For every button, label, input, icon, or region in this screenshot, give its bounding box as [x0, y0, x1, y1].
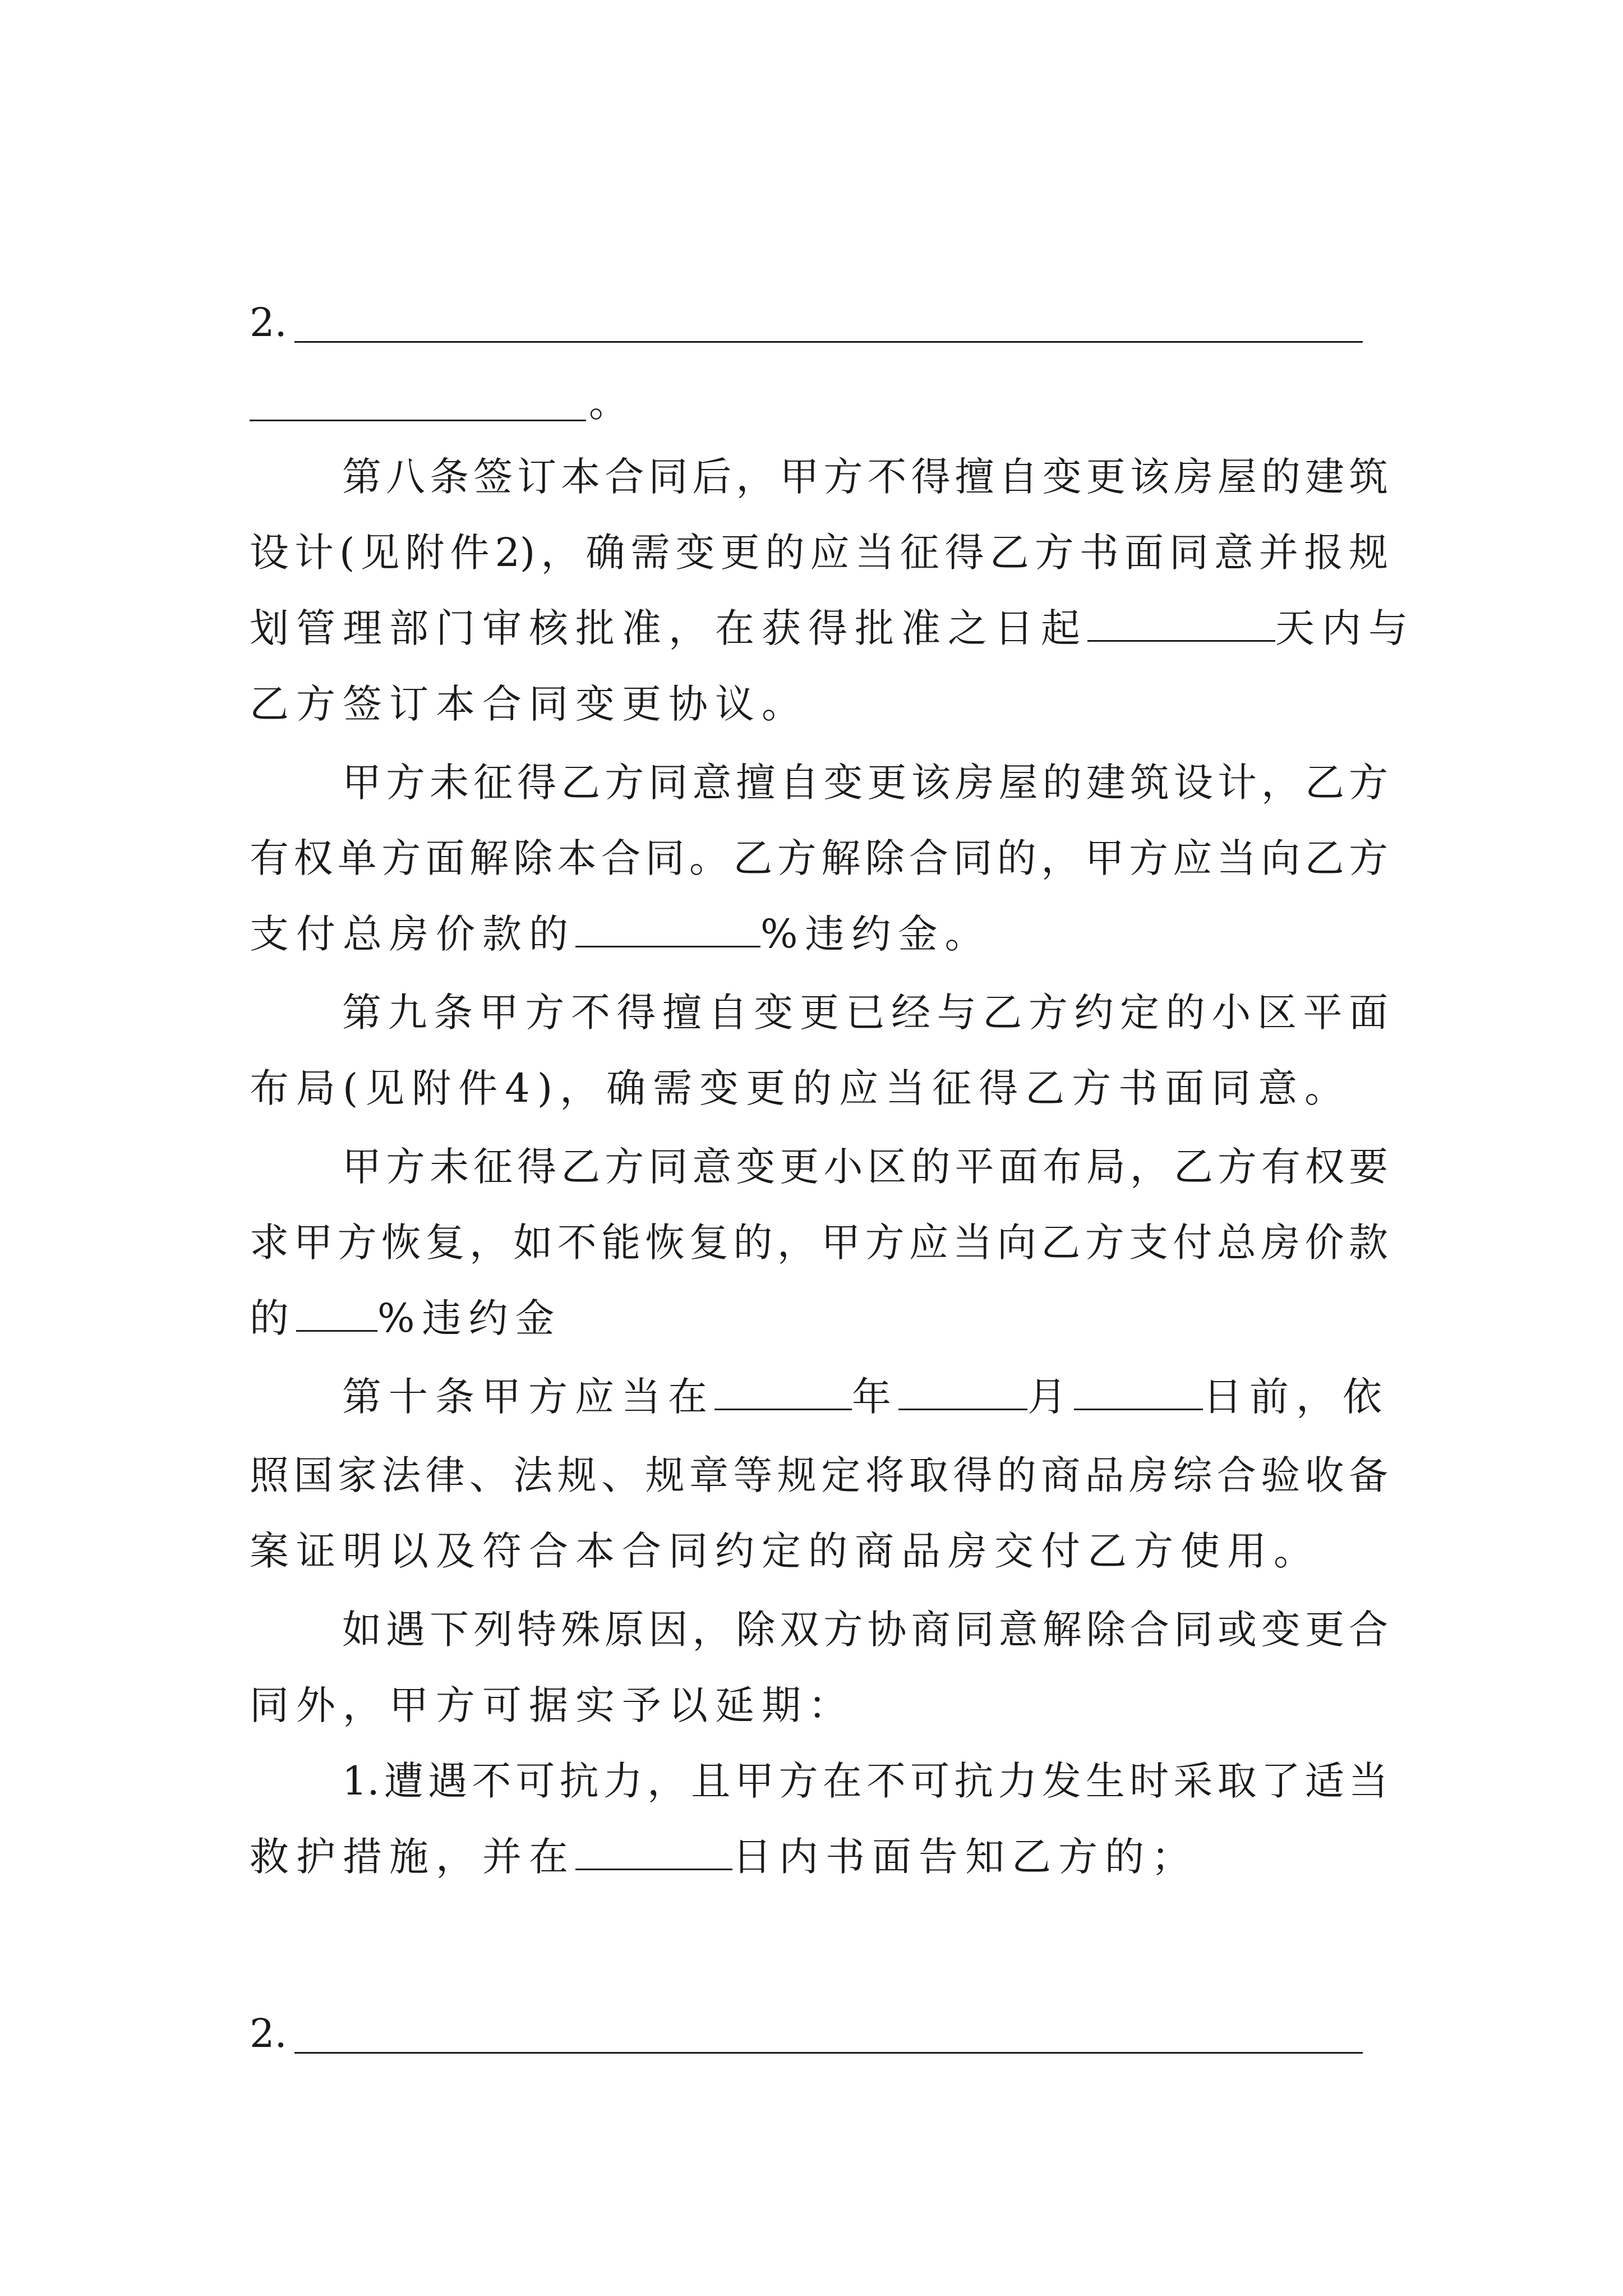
fill-in-blank — [1087, 601, 1275, 642]
year-label: 年 — [852, 1374, 898, 1420]
article-8-line-2: 设计(见附件2)，确需变更的应当征得乙方书面同意并报规 — [250, 530, 1388, 576]
fill-in-blank — [898, 1369, 1027, 1410]
item-1-line-1: 1.遭遇不可抗力，且甲方在不可抗力发生时采取了适当 — [342, 1758, 1388, 1804]
item-number: 2. — [250, 300, 287, 346]
article-8-p2-line-1: 甲方未征得乙方同意擅自变更该房屋的建筑设计，乙方 — [342, 760, 1388, 806]
article-9-p2-line-3-text: 的 — [250, 1295, 296, 1341]
article-8-line-3-text: 划管理部门审核批准，在获得批准之日起 — [250, 605, 1087, 651]
article-10-line-3: 案证明以及符合本合同约定的商品房交付乙方使用。 — [250, 1528, 1320, 1574]
article-8-line-3-tail: 天内与 — [1275, 605, 1415, 651]
article-8-line-1: 第八条签订本合同后，甲方不得擅自变更该房屋的建筑 — [342, 454, 1388, 500]
article-8-p2-line-3-text: 支付总房价款的 — [250, 911, 575, 957]
fill-in-blank — [296, 1291, 377, 1332]
article-9-p2-line-3-tail: %违约金 — [377, 1295, 562, 1341]
article-8-line-4: 乙方签订本合同变更协议。 — [250, 681, 808, 727]
article-9-p2-line-2: 求甲方恢复，如不能恢复的，甲方应当向乙方支付总房价款 — [250, 1220, 1388, 1266]
fill-in-blank — [575, 1829, 732, 1870]
item-number: 2. — [250, 2010, 287, 2056]
article-8-p2-line-3 — [250, 906, 1388, 962]
article-9-line-2: 布局(见附件4)，确需变更的应当征得乙方书面同意。 — [250, 1065, 1352, 1111]
fill-in-blank — [294, 2052, 1363, 2054]
article-8-p2-line-2: 有权单方面解除本合同。乙方解除合同的，甲方应当向乙方 — [250, 835, 1388, 881]
item-1-line-2 — [250, 1829, 1388, 1885]
month-label: 月 — [1027, 1374, 1074, 1420]
fill-in-blank — [575, 907, 760, 947]
special-line-1: 如遇下列特殊原因，除双方协商同意解除合同或变更合 — [342, 1607, 1388, 1653]
article-10-line-1 — [342, 1369, 1388, 1425]
article-10-line-2: 照国家法律、法规、规章等规定将取得的商品房综合验收备 — [250, 1452, 1388, 1498]
article-9-p2-line-3 — [250, 1290, 1388, 1346]
fill-in-blank — [250, 420, 586, 421]
fill-in-blank — [294, 341, 1363, 343]
article-9-p2-line-1: 甲方未征得乙方同意变更小区的平面布局，乙方有权要 — [342, 1144, 1388, 1190]
article-10-line-1-text: 第十条甲方应当在 — [342, 1374, 714, 1420]
item-1-line-2-text: 救护措施，并在 — [250, 1834, 575, 1880]
fill-in-blank — [1074, 1369, 1203, 1410]
period-mark: 。 — [589, 380, 628, 426]
day-label: 日前，依 — [1203, 1374, 1389, 1420]
article-8-p2-line-3-tail: %违约金。 — [760, 911, 992, 957]
item-1-line-2-tail: 日内书面告知乙方的； — [732, 1834, 1198, 1880]
article-9-line-1: 第九条甲方不得擅自变更已经与乙方约定的小区平面 — [342, 990, 1388, 1036]
special-line-2: 同外，甲方可据实予以延期： — [250, 1682, 855, 1728]
fill-in-blank — [714, 1369, 852, 1410]
article-8-line-3 — [250, 600, 1415, 656]
